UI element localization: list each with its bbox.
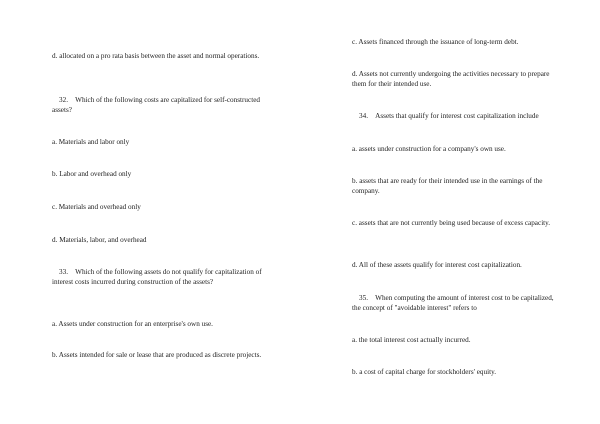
q32-option-c: c. Materials and overhead only bbox=[52, 203, 141, 211]
q33-option-b: b. Assets intended for sale or lease that are produced as discrete projects. bbox=[52, 351, 262, 359]
q31-option-d: d. allocated on a pro rata basis between the asset and normal operations. bbox=[52, 52, 260, 60]
q32-option-a: a. Materials and labor only bbox=[52, 138, 130, 146]
question-33-text: Which of the following assets do not qualify for capitalization of interest costs incurred during construction of the assets? bbox=[52, 268, 262, 286]
q35-option-a: a. the total interest cost actually incurred. bbox=[352, 336, 471, 344]
q34-option-a: a. assets under construction for a company's own use. bbox=[352, 145, 506, 153]
question-35 bbox=[352, 294, 564, 313]
q34-option-d: d. All of these assets qualify for interest cost capitalization. bbox=[352, 261, 522, 269]
question-35-number: 35. bbox=[359, 294, 368, 302]
question-34 bbox=[352, 112, 564, 122]
question-35-text: When computing the amount of interest cost to be capitalized, the concept of "avoidable interest" refers to bbox=[352, 294, 554, 312]
question-34-text: Assets that qualify for interest cost capitalization include bbox=[375, 112, 539, 120]
question-32 bbox=[52, 96, 262, 115]
question-33 bbox=[52, 268, 262, 287]
q34-option-b: b. assets that are ready for their intended use in the earnings of the company. bbox=[352, 177, 543, 195]
q34-option-c: c. assets that are not currently being used because of excess capacity. bbox=[352, 219, 551, 227]
question-32-number: 32. bbox=[59, 96, 68, 104]
q33-option-d: d. Assets not currently undergoing the activities necessary to prepare them for their intended use. bbox=[352, 70, 550, 88]
q35-option-b: b. a cost of capital charge for stockholders' equity. bbox=[352, 368, 496, 376]
q32-option-b: b. Labor and overhead only bbox=[52, 170, 132, 178]
question-34-number: 34. bbox=[359, 112, 368, 120]
q33-option-a: a. Assets under construction for an enterprise's own use. bbox=[52, 320, 213, 328]
question-33-number: 33. bbox=[59, 268, 68, 276]
q32-option-d: d. Materials, labor, and overhead bbox=[52, 236, 147, 244]
question-32-text: Which of the following costs are capitalized for self-constructed assets? bbox=[52, 96, 260, 114]
q33-option-c: c. Assets financed through the issuance of long-term debt. bbox=[352, 38, 519, 46]
